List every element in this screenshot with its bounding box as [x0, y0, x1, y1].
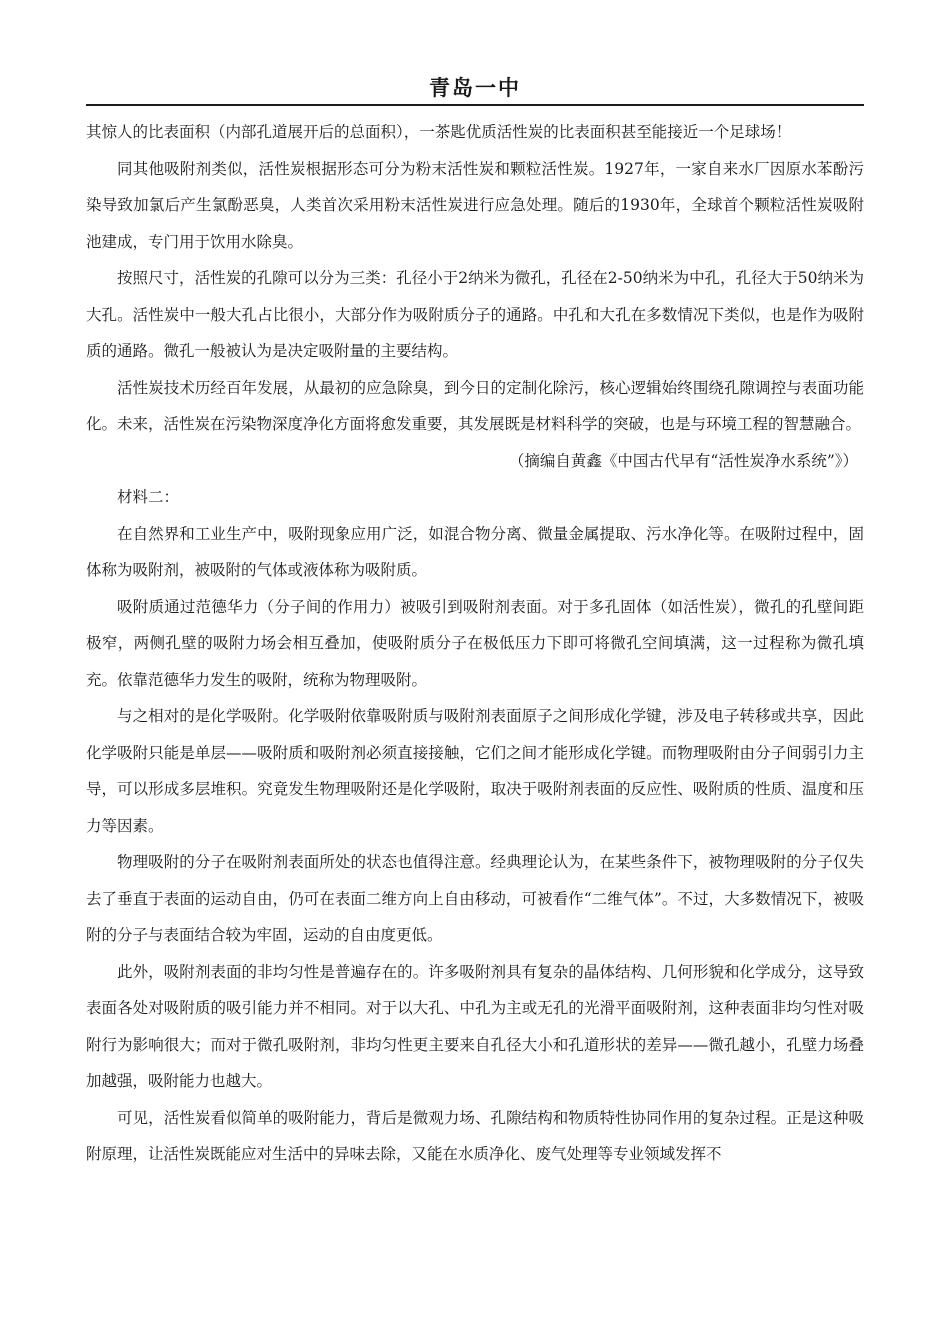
page-header: [86, 74, 864, 106]
document-body: [86, 114, 864, 1173]
paragraph: 按照尺寸，活性炭的孔隙可以分为三类：孔径小于2纳米为微孔，孔径在2-50纳米为中孔，孔径大于50纳米为大孔。活性炭中一般大孔占比很小，大部分作为吸附质分子的通路。中孔和大孔在多数情况下类似，也是作为吸附质的通路。微孔一般被认为是决定吸附量的主要结构。: [86, 269, 864, 360]
paragraph: 吸附质通过范德华力（分子间的作用力）被吸引到吸附剂表面。对于多孔固体（如活性炭），微孔的孔壁间距极窄，两侧孔壁的吸附力场会相互叠加，使吸附质分子在极低压力下即可将微孔空间填满，这一过程称为微孔填充。依靠范德华力发生的吸附，统称为物理吸附。: [86, 597, 864, 689]
paragraph: 此外，吸附剂表面的非均匀性是普遍存在的。许多吸附剂具有复杂的晶体结构、几何形貌和化学成分，这导致表面各处对吸附质的吸引能力并不相同。对于以大孔、中孔为主或无孔的光滑平面吸附剂，这种表面非均匀性对吸附行为影响很大；而对于微孔吸附剂，非均匀性更主要来自孔径大小和孔道形状的差异——微孔越小，孔壁力场叠加越强，吸附能力也越大。: [86, 962, 864, 1090]
paragraph-continued: 其惊人的比表面积（内部孔道展开后的总面积），一茶匙优质活性炭的比表面积甚至能接近一个足球场！: [86, 123, 792, 141]
section-label: 材料二：: [117, 488, 180, 506]
paragraph: 物理吸附的分子在吸附剂表面所处的状态也值得注意。经典理论认为，在某些条件下，被物理吸附的分子仅失去了垂直于表面的运动自由，仍可在表面二维方向上自由移动，可被看作“二维气体”。不过，大多数情况下，被吸附的分子与表面结合较为牢固，运动的自由度更低。: [86, 853, 864, 944]
paragraph: 同其他吸附剂类似，活性炭根据形态可分为粉末活性炭和颗粒活性炭。1927年，一家自来水厂因原水苯酚污染导致加氯后产生氯酚恶臭，人类首次采用粉末活性炭进行应急处理。随后的1930年，全球首个颗粒活性炭吸附池建成，专门用于饮用水除臭。: [86, 159, 864, 251]
header-title: 青岛一中: [429, 76, 521, 100]
paragraph: 可见，活性炭看似简单的吸附能力，背后是微观力场、孔隙结构和物质特性协同作用的复杂过程。正是这种吸附原理，让活性炭既能应对生活中的异味去除，又能在水质净化、废气处理等专业领域发挥不: [86, 1108, 864, 1163]
paragraph: 在自然界和工业生产中，吸附现象应用广泛，如混合物分离、微量金属提取、污水净化等。在吸附过程中，固体称为吸附剂，被吸附的气体或液体称为吸附质。: [86, 524, 864, 579]
source-citation: （摘编自黄鑫《中国古代早有“活性炭净水系统”》）: [508, 451, 858, 470]
paragraph: 与之相对的是化学吸附。化学吸附依靠吸附质与吸附剂表面原子之间形成化学键，涉及电子转移或共享，因此化学吸附只能是单层——吸附质和吸附剂必须直接接触，它们之间才能形成化学键。而物理吸附由分子间弱引力主导，可以形成多层堆积。究竟发生物理吸附还是化学吸附，取决于吸附剂表面的反应性、吸附质的性质、温度和压力等因素。: [86, 707, 864, 835]
paragraph: 活性炭技术历经百年发展，从最初的应急除臭，到今日的定制化除污，核心逻辑始终围绕孔隙调控与表面功能化。未来，活性炭在污染物深度净化方面将愈发重要，其发展既是材料科学的突破，也是与环境工程的智慧融合。: [86, 378, 864, 433]
